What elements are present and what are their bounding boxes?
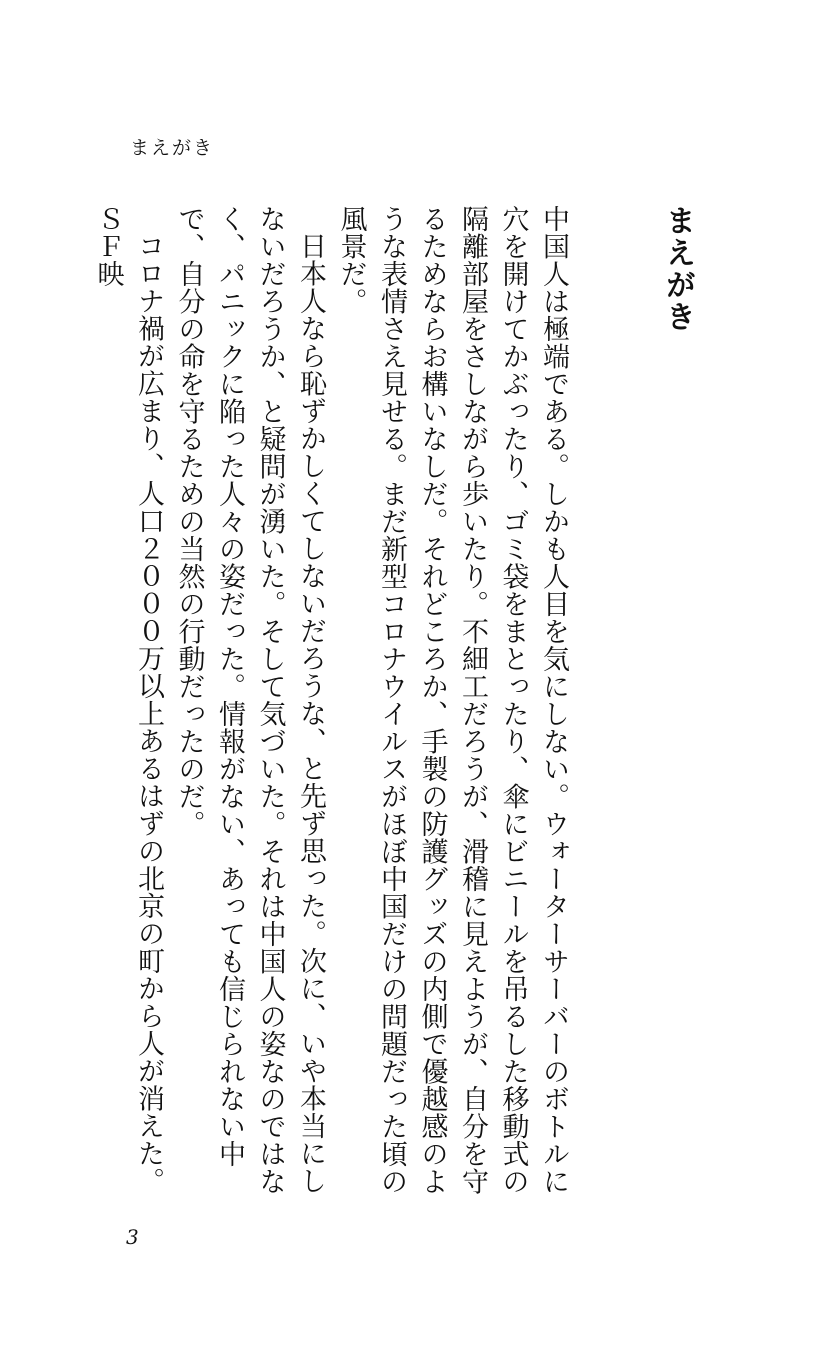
paragraph: 日本人なら恥ずかしくてしないだろうな、と先ず思った。次に、いや本当にしないだろうか、と疑問が湧いた。そして気づいた。それは中国人の姿なのではなく、パニックに陥った人々の姿だった。情報がない、あっても信じられない中で、自分の命を守るための当然の行動だったのだ。 bbox=[173, 205, 326, 1195]
page-number: 3 bbox=[126, 1225, 139, 1249]
paragraph: コロナ禍が広まり、人口２０００万以上あるはずの北京の町から人が消えた。ＳＦ映 bbox=[92, 205, 164, 1195]
chapter-title: まえがき bbox=[660, 205, 695, 333]
paragraph: 中国人は極端である。しかも人目を気にしない。ウォーターサーバーのボトルに穴を開けてかぶったり、ゴミ袋をまとったり、傘にビニールを吊るした移動式の隔離部屋をさしながら歩いたり。不細工だろうが、滑稽に見えようが、自分を守るためならお構いなしだ。それどころか、手製の防護グッズの内側で優越感のような表情さえ見せる。まだ新型コロナウイルスがほぼ中国だけの問題だった頃の風景だ。 bbox=[335, 205, 569, 1195]
running-head: まえがき bbox=[130, 137, 215, 159]
body-text bbox=[87, 205, 573, 1205]
